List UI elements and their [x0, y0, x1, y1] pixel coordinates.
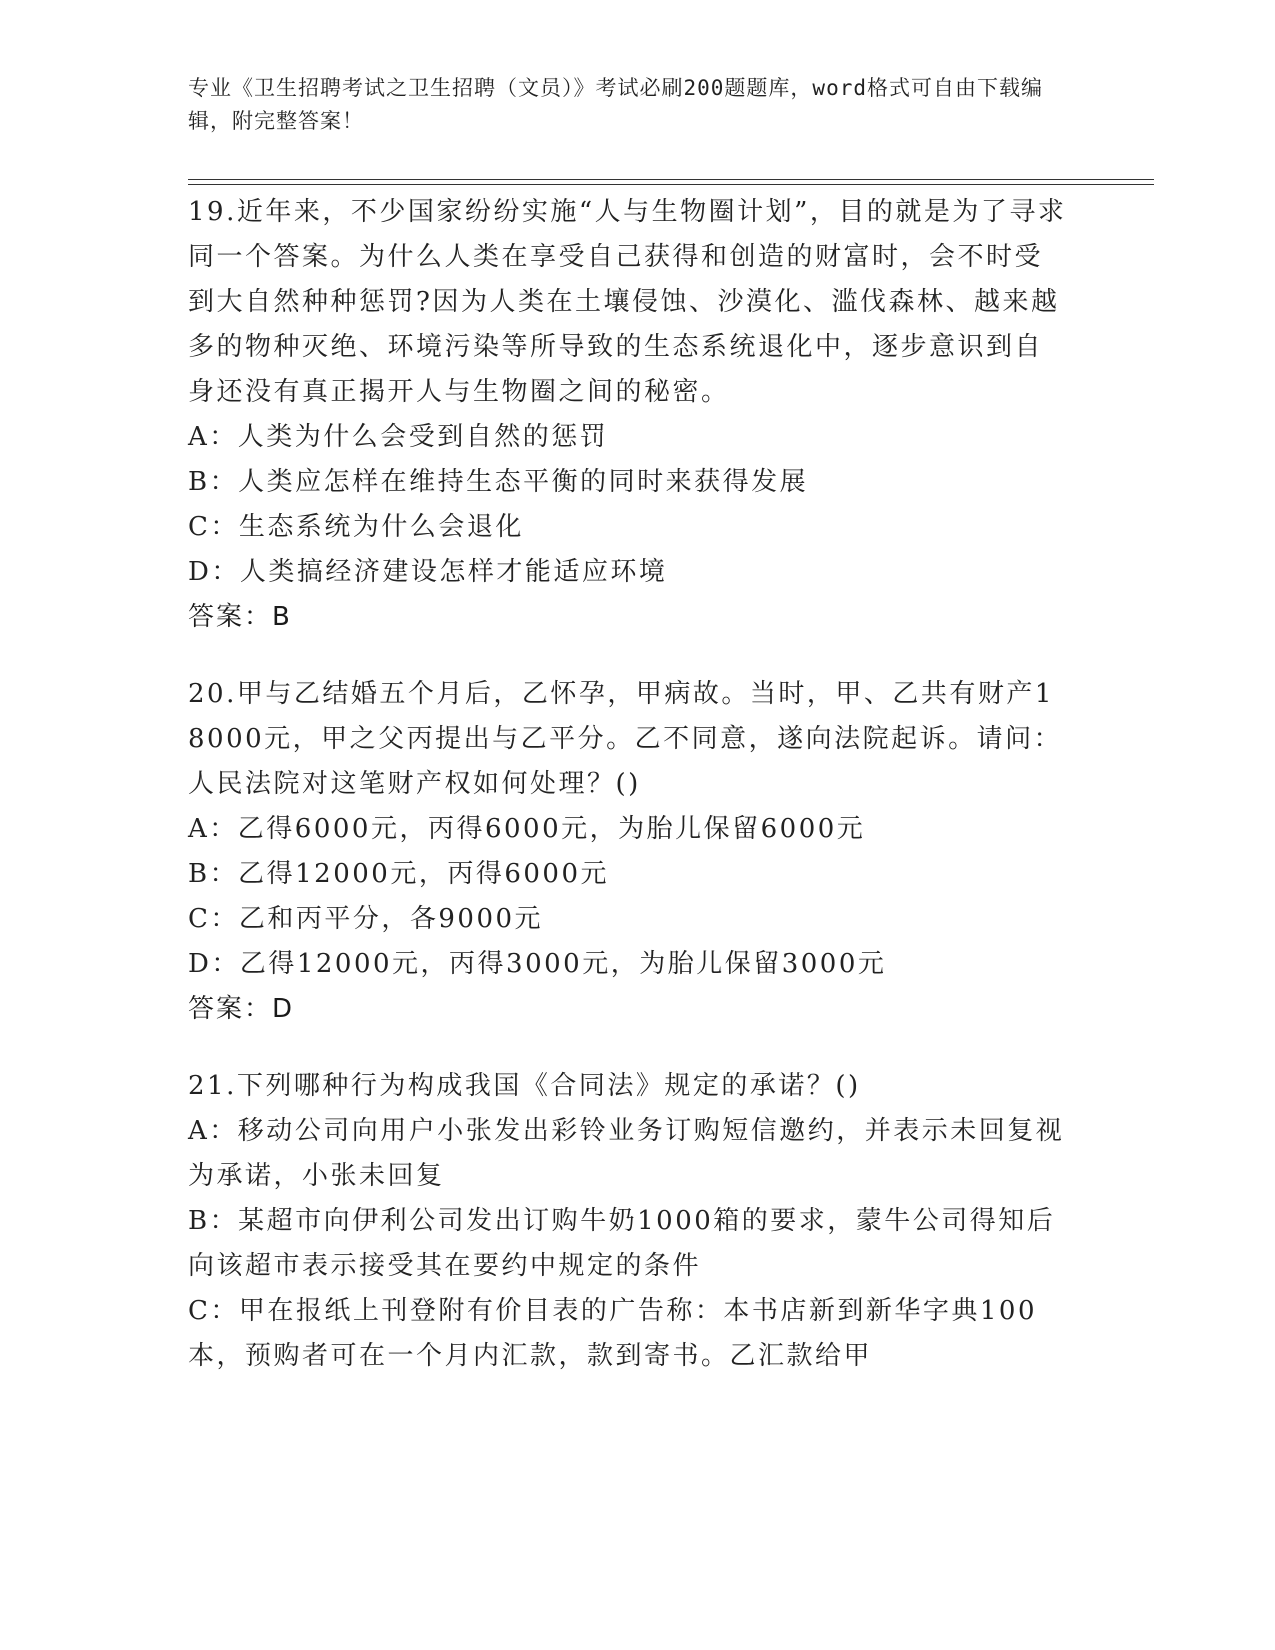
- question-item: [188, 190, 1068, 640]
- question-item: [188, 1064, 1068, 1379]
- question-stem: 20.甲与乙结婚五个月后，乙怀孕，甲病故。当时，甲、乙共有财产18000元，甲之父丙提出与乙平分。乙不同意，遂向法院起诉。请问：人民法院对这笔财产权如何处理？(): [188, 679, 1063, 799]
- option-a: A：乙得6000元，丙得6000元，为胎儿保留6000元: [188, 814, 866, 844]
- option-a: A：人类为什么会受到自然的惩罚: [188, 422, 609, 452]
- option-b: B：人类应怎样在维持生态平衡的同时来获得发展: [188, 467, 809, 497]
- question-item: [188, 672, 1068, 1032]
- document-header: 专业《卫生招聘考试之卫生招聘（文员）》考试必刷200题题库，word格式可自由下载编辑，附完整答案！: [188, 76, 1043, 133]
- option-c: C：甲在报纸上刊登附有价目表的广告称：本书店新到新华字典100本，预购者可在一个月内汇款，款到寄书。乙汇款给甲: [188, 1296, 1038, 1371]
- option-d: D：人类搞经济建设怎样才能适应环境: [188, 557, 668, 587]
- header-divider-bottom: [188, 184, 1154, 185]
- option-d: D：乙得12000元，丙得3000元，为胎儿保留3000元: [188, 949, 887, 979]
- question-stem: 19.近年来，不少国家纷纷实施“人与生物圈计划”，目的就是为了寻求同一个答案。为什么人类在享受自己获得和创造的财富时，会不时受到大自然种种惩罚?因为人类在土壤侵蚀、沙漠化、滥伐森林、越来越多的物种灭绝、环境污染等所导致的生态系统退化中，逐步意识到自身还没有真正揭开人与生物圈之间的秘密。: [188, 197, 1067, 407]
- questions-list: [188, 190, 1068, 1411]
- option-b: B：乙得12000元，丙得6000元: [188, 859, 609, 889]
- option-c: C：乙和丙平分，各9000元: [188, 904, 544, 934]
- option-a: A：移动公司向用户小张发出彩铃业务订购短信邀约，并表示未回复视为承诺，小张未回复: [188, 1116, 1065, 1191]
- header-divider-top: [188, 179, 1154, 180]
- option-b: B：某超市向伊利公司发出订购牛奶1000箱的要求，蒙牛公司得知后向该超市表示接受其在要约中规定的条件: [188, 1206, 1056, 1281]
- question-stem: 21.下列哪种行为构成我国《合同法》规定的承诺？(): [188, 1071, 861, 1101]
- answer-line: 答案：D: [188, 994, 295, 1024]
- option-c: C：生态系统为什么会退化: [188, 512, 524, 542]
- answer-line: 答案：B: [188, 602, 292, 632]
